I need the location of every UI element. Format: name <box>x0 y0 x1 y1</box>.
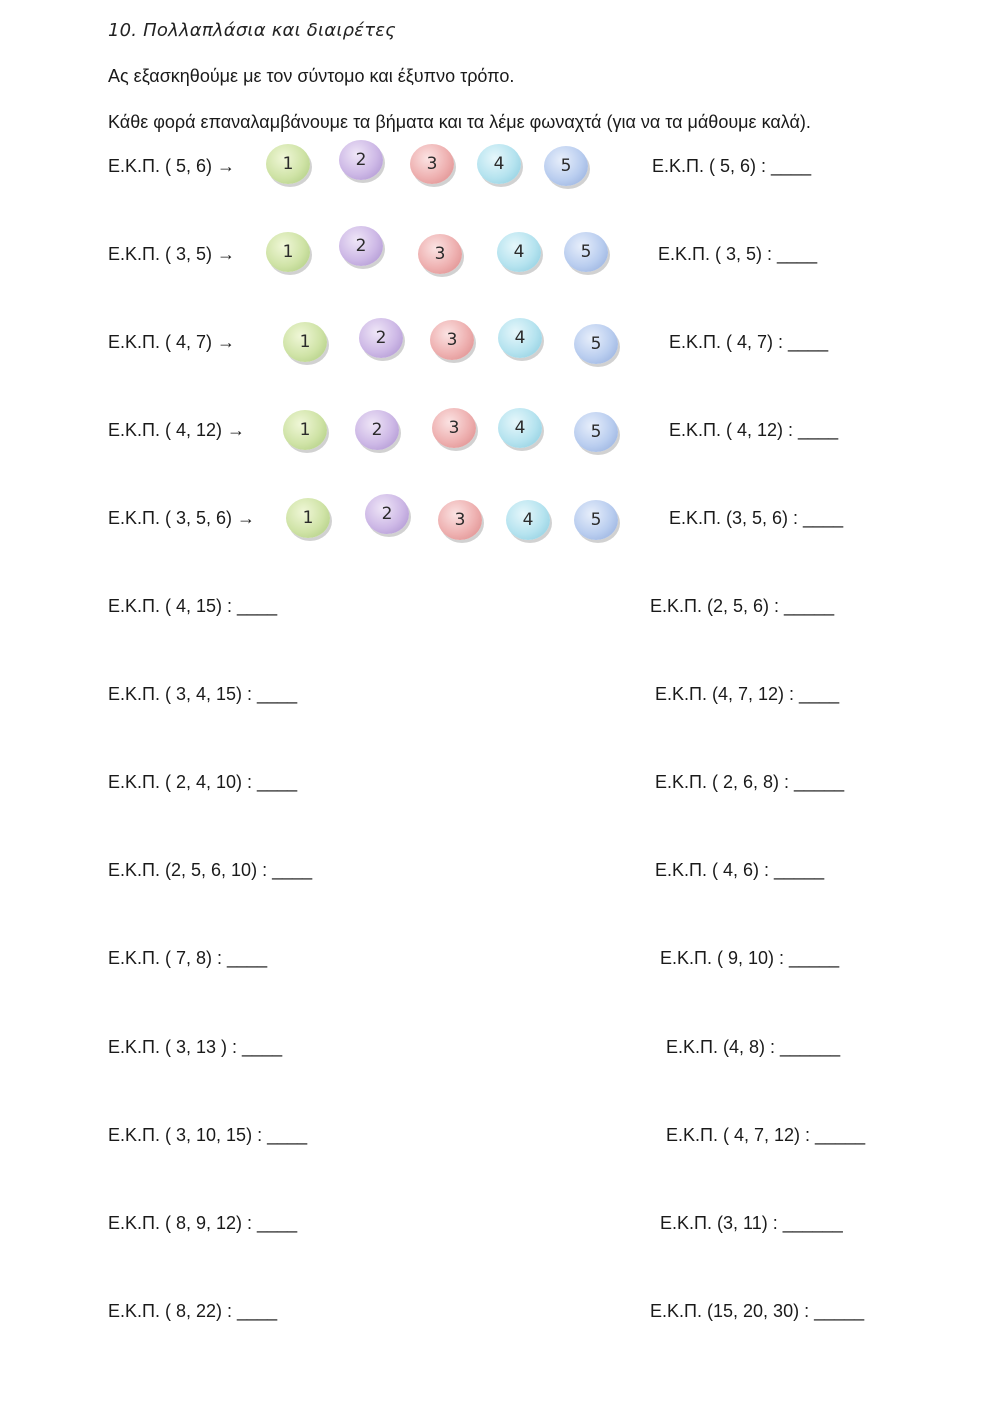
worksheet-title: 10. Πολλαπλάσια και διαιρέτες <box>108 20 396 41</box>
exercise-right-9: Ε.Κ.Π. (15, 20, 30) : _____ <box>650 1301 865 1321</box>
bubble-3: 3 <box>438 500 482 540</box>
exercise-right-5: Ε.Κ.Π. ( 9, 10) : _____ <box>660 948 840 968</box>
exercise-right-1: Ε.Κ.Π. (2, 5, 6) : _____ <box>650 596 835 616</box>
bubble-2: 2 <box>339 140 383 180</box>
exercise-left-1: Ε.Κ.Π. ( 4, 15) : ____ <box>108 596 278 616</box>
bubble-row-answer: Ε.Κ.Π. ( 5, 6) : ____ <box>652 156 812 176</box>
bubble-row-left-label: Ε.Κ.Π. ( 4, 12) → <box>108 420 246 440</box>
bubble-3: 3 <box>410 144 454 184</box>
bubble-1: 1 <box>286 498 330 538</box>
bubble-5: 5 <box>574 500 618 540</box>
exercise-right-7: Ε.Κ.Π. ( 4, 7, 12) : _____ <box>666 1125 866 1145</box>
exercise-left-6: Ε.Κ.Π. ( 3, 13 ) : ____ <box>108 1037 283 1057</box>
bubble-5: 5 <box>574 324 618 364</box>
instruction-line-2: Κάθε φορά επαναλαμβάνουμε τα βήματα και τα λέμε φωναχτά (για να τα μάθουμε καλά). <box>108 112 811 132</box>
bubble-row-answer: Ε.Κ.Π. ( 4, 7) : ____ <box>669 332 829 352</box>
bubble-2: 2 <box>339 226 383 266</box>
bubble-row-left-label: Ε.Κ.Π. ( 5, 6) → <box>108 156 236 176</box>
bubble-1: 1 <box>266 232 310 272</box>
bubble-4: 4 <box>498 318 542 358</box>
exercise-right-2: Ε.Κ.Π. (4, 7, 12) : ____ <box>655 684 840 704</box>
bubble-4: 4 <box>497 232 541 272</box>
bubble-row-4 <box>0 400 1000 460</box>
bubble-row-answer: Ε.Κ.Π. ( 4, 12) : ____ <box>669 420 839 440</box>
bubble-row-left-label: Ε.Κ.Π. ( 4, 7) → <box>108 332 236 352</box>
bubble-1: 1 <box>266 144 310 184</box>
bubble-3: 3 <box>430 320 474 360</box>
bubble-row-2 <box>0 224 1000 284</box>
bubble-row-answer: Ε.Κ.Π. (3, 5, 6) : ____ <box>669 508 844 528</box>
bubble-row-1 <box>0 136 1000 196</box>
bubble-row-answer: Ε.Κ.Π. ( 3, 5) : ____ <box>658 244 818 264</box>
exercise-right-4: Ε.Κ.Π. ( 4, 6) : _____ <box>655 860 825 880</box>
instruction-line-1: Ας εξασκηθούμε με τον σύντομο και έξυπνο τρόπο. <box>108 66 515 86</box>
bubble-5: 5 <box>564 232 608 272</box>
exercise-left-4: Ε.Κ.Π. (2, 5, 6, 10) : ____ <box>108 860 313 880</box>
exercise-left-8: Ε.Κ.Π. ( 8, 9, 12) : ____ <box>108 1213 298 1233</box>
bubble-row-3 <box>0 312 1000 372</box>
bubble-4: 4 <box>477 144 521 184</box>
bubble-1: 1 <box>283 322 327 362</box>
bubble-4: 4 <box>498 408 542 448</box>
bubble-row-left-label: Ε.Κ.Π. ( 3, 5) → <box>108 244 236 264</box>
bubble-4: 4 <box>506 500 550 540</box>
bubble-2: 2 <box>359 318 403 358</box>
exercise-left-9: Ε.Κ.Π. ( 8, 22) : ____ <box>108 1301 278 1321</box>
exercise-left-5: Ε.Κ.Π. ( 7, 8) : ____ <box>108 948 268 968</box>
exercise-right-8: Ε.Κ.Π. (3, 11) : ______ <box>660 1213 843 1233</box>
bubble-5: 5 <box>574 412 618 452</box>
bubble-2: 2 <box>355 410 399 450</box>
bubble-3: 3 <box>418 234 462 274</box>
bubble-row-left-label: Ε.Κ.Π. ( 3, 5, 6) → <box>108 508 256 528</box>
exercise-left-7: Ε.Κ.Π. ( 3, 10, 15) : ____ <box>108 1125 308 1145</box>
bubble-1: 1 <box>283 410 327 450</box>
exercise-right-6: Ε.Κ.Π. (4, 8) : ______ <box>666 1037 841 1057</box>
bubble-5: 5 <box>544 146 588 186</box>
exercise-right-3: Ε.Κ.Π. ( 2, 6, 8) : _____ <box>655 772 845 792</box>
bubble-3: 3 <box>432 408 476 448</box>
bubble-row-5 <box>0 488 1000 548</box>
exercise-left-3: Ε.Κ.Π. ( 2, 4, 10) : ____ <box>108 772 298 792</box>
exercise-left-2: Ε.Κ.Π. ( 3, 4, 15) : ____ <box>108 684 298 704</box>
bubble-2: 2 <box>365 494 409 534</box>
